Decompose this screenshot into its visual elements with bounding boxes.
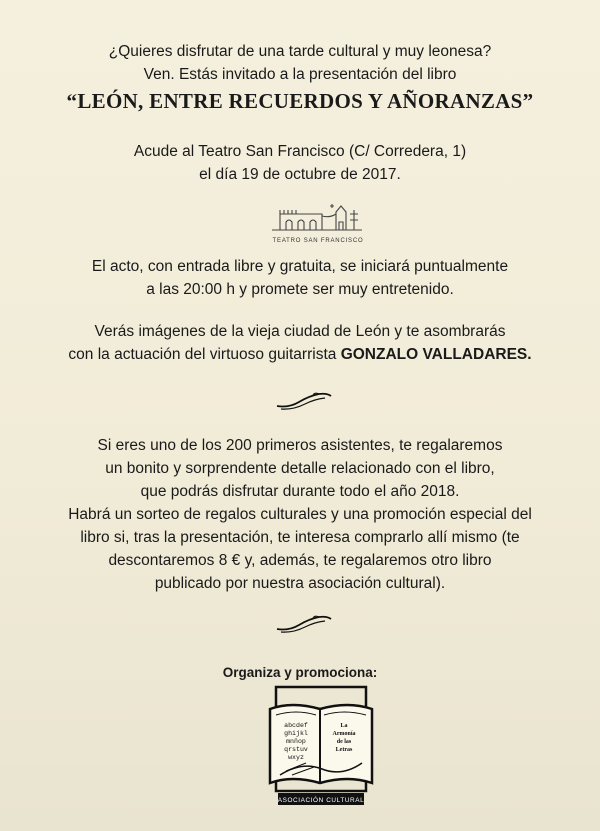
gifts-line-6: descontaremos 8 € y, además, te regalaremos otro libro xyxy=(108,552,492,569)
intro-section xyxy=(0,40,600,114)
open-book-logo-icon xyxy=(262,683,380,813)
logo-letters-4: qrstuv xyxy=(284,746,308,753)
book-title: “LEÓN, ENTRE RECUERDOS Y AÑORANZAS” xyxy=(66,89,534,113)
venue-address: Acude al Teatro San Francisco (C/ Corredera, 1) xyxy=(133,143,467,160)
event-time: a las 20:00 h y promete ser muy entretenido. xyxy=(146,281,454,298)
flourish-divider-icon xyxy=(275,613,333,635)
logo-footer-text: ASOCIACIÓN CULTURAL xyxy=(277,797,365,804)
intro-invitation: Ven. Estás invitado a la presentación del libro xyxy=(143,66,457,83)
flourish-divider-icon xyxy=(275,390,333,412)
logo-letters-5: wxyz xyxy=(288,754,304,761)
gifts-line-1: Si eres uno de los 200 primeros asistentes, te regalaremos xyxy=(97,437,503,454)
images-line: Verás imágenes de la vieja ciudad de León y te asombrarás xyxy=(94,323,506,340)
gifts-line-3: que podrás disfrutar durante todo el año 2018. xyxy=(140,483,460,500)
logo-name-1: La xyxy=(340,723,348,729)
organizer-label: Organiza y promociona: xyxy=(222,665,378,680)
event-section xyxy=(0,255,600,301)
logo-letters-1: abcdef xyxy=(284,722,308,729)
logo-letters-3: mnñop xyxy=(286,738,306,745)
gifts-line-4: Habrá un sorteo de regalos culturales y una promoción especial del xyxy=(68,506,532,523)
theater-logo-text: TEATRO SAN FRANCISCO xyxy=(272,238,364,244)
logo-name-3: de las xyxy=(336,739,352,745)
logo-letters-2: ghijkl xyxy=(284,730,308,737)
guitarist-name: GONZALO VALLADARES. xyxy=(340,346,532,363)
images-section xyxy=(0,320,600,366)
theater-building-icon xyxy=(262,200,374,248)
intro-question: ¿Quieres disfrutar de una tarde cultural y muy leonesa? xyxy=(108,43,492,60)
guitarist-line xyxy=(0,343,600,366)
venue-date: el día 19 de octubre de 2017. xyxy=(199,166,401,183)
venue-section xyxy=(0,140,600,186)
gifts-line-5: libro si, tras la presentación, te interesa comprarlo allí mismo (te xyxy=(80,529,520,546)
gifts-section xyxy=(0,434,600,595)
logo-name-2: Armonía xyxy=(332,731,356,737)
logo-name-4: Letras xyxy=(335,747,353,753)
gifts-line-2: un bonito y sorprendente detalle relacionado con el libro, xyxy=(105,460,495,477)
event-entry: El acto, con entrada libre y gratuita, se iniciará puntualmente xyxy=(91,258,509,275)
gifts-line-7: publicado por nuestra asociación cultural). xyxy=(154,575,446,592)
guitarist-prefix: con la actuación del virtuoso guitarrista xyxy=(68,346,341,363)
